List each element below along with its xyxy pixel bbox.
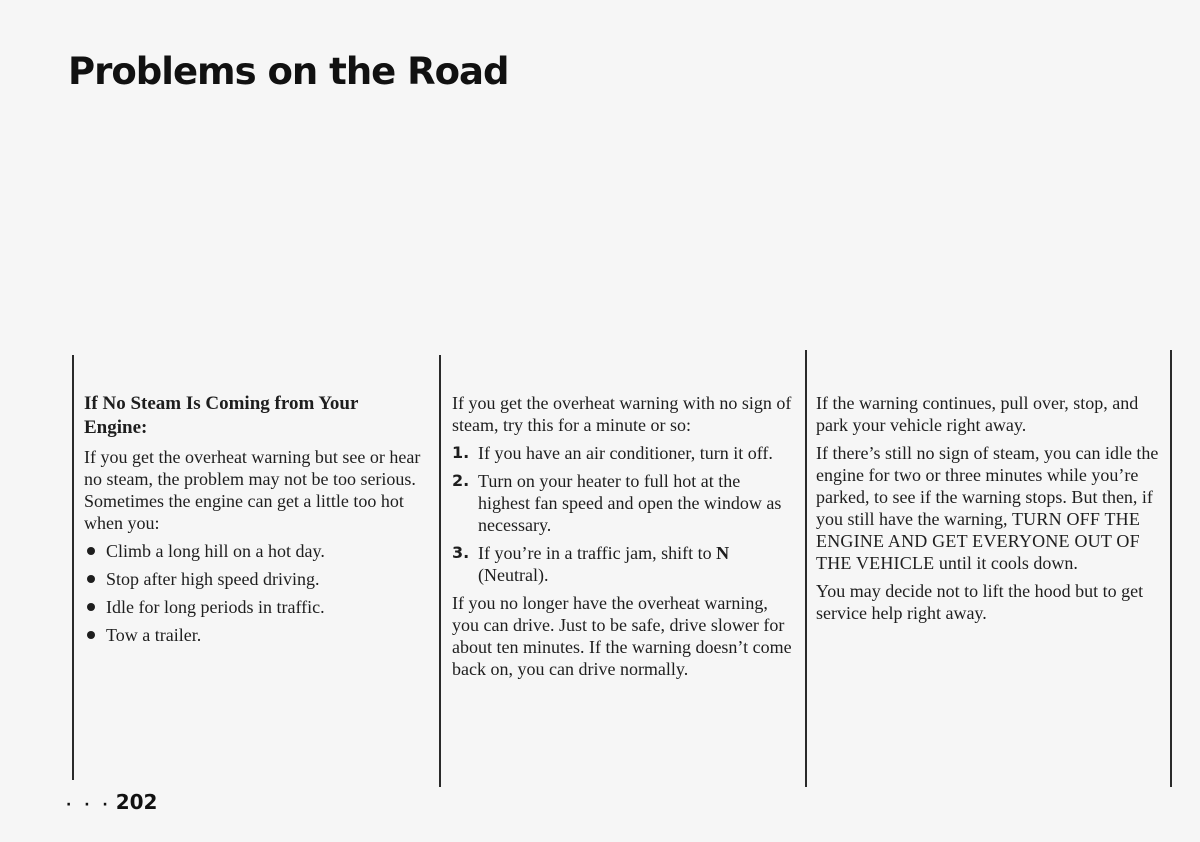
conditions-list (84, 540, 422, 646)
col3-paragraph-3: You may decide not to lift the hood but to get service help right away. (816, 581, 1144, 623)
column-2 (452, 392, 794, 686)
step-text-wrapper (478, 542, 794, 586)
column-rule-right (1170, 350, 1172, 787)
list-item: Idle for long periods in traffic. (84, 596, 422, 618)
gear-letter: N (716, 543, 730, 563)
page-marker: · · · (66, 797, 112, 813)
col2-outro-paragraph: If you no longer have the overheat warning, you can drive. Just to be safe, drive slower for about ten minutes. If the warning doesn’t come back on, you can drive normally. (452, 593, 792, 679)
col2-intro-paragraph: If you get the overheat warning with no sign of steam, try this for a minute or so: (452, 393, 792, 435)
page-number: 202 (115, 790, 158, 814)
step-item (452, 442, 794, 464)
column-rule-left (72, 355, 74, 780)
col1-intro-paragraph: If you get the overheat warning but see or hear no steam, the problem may not be too serious. Sometimes the engine can get a little too hot when you: (84, 447, 421, 533)
col3-paragraph-1: If the warning continues, pull over, stop, and park your vehicle right away. (816, 393, 1139, 435)
step-item (452, 470, 794, 536)
col3-p2-start: If there’s still no sign of steam, you can idle the engine for two or three minutes while you’re parked, to see if the warning stops. But then, if you still have the warning, (816, 443, 1159, 529)
list-item: Tow a trailer. (84, 624, 422, 646)
step-number: 2. (452, 471, 470, 490)
step-text-after: (Neutral). (478, 565, 549, 585)
step-number: 1. (452, 443, 470, 462)
page-folio (66, 790, 157, 814)
list-item: Climb a long hill on a hot day. (84, 540, 422, 562)
column-rule-center-right (805, 350, 807, 787)
col3-p2-caps: TURN OFF THE ENGINE AND GET EVERYONE OUT OF THE VEHICLE (816, 509, 1141, 573)
column-rule-center-left (439, 355, 441, 787)
step-text: If you have an air conditioner, turn it off. (478, 443, 773, 463)
step-text: Turn on your heater to full hot at the highest fan speed and open the window as necessary. (478, 471, 782, 535)
col3-p2-end: until it cools down. (938, 553, 1078, 573)
list-item: Stop after high speed driving. (84, 568, 422, 590)
col3-paragraph-2 (816, 442, 1162, 574)
column-3 (816, 392, 1162, 630)
step-text: If you’re in a traffic jam, shift to (478, 543, 712, 563)
column-1 (84, 392, 422, 652)
step-number: 3. (452, 543, 470, 562)
step-item (452, 542, 794, 586)
section-heading: If No Steam Is Coming from Your Engine: (84, 393, 359, 438)
page-title: Problems on the Road (68, 50, 509, 93)
steps-list (452, 442, 794, 586)
